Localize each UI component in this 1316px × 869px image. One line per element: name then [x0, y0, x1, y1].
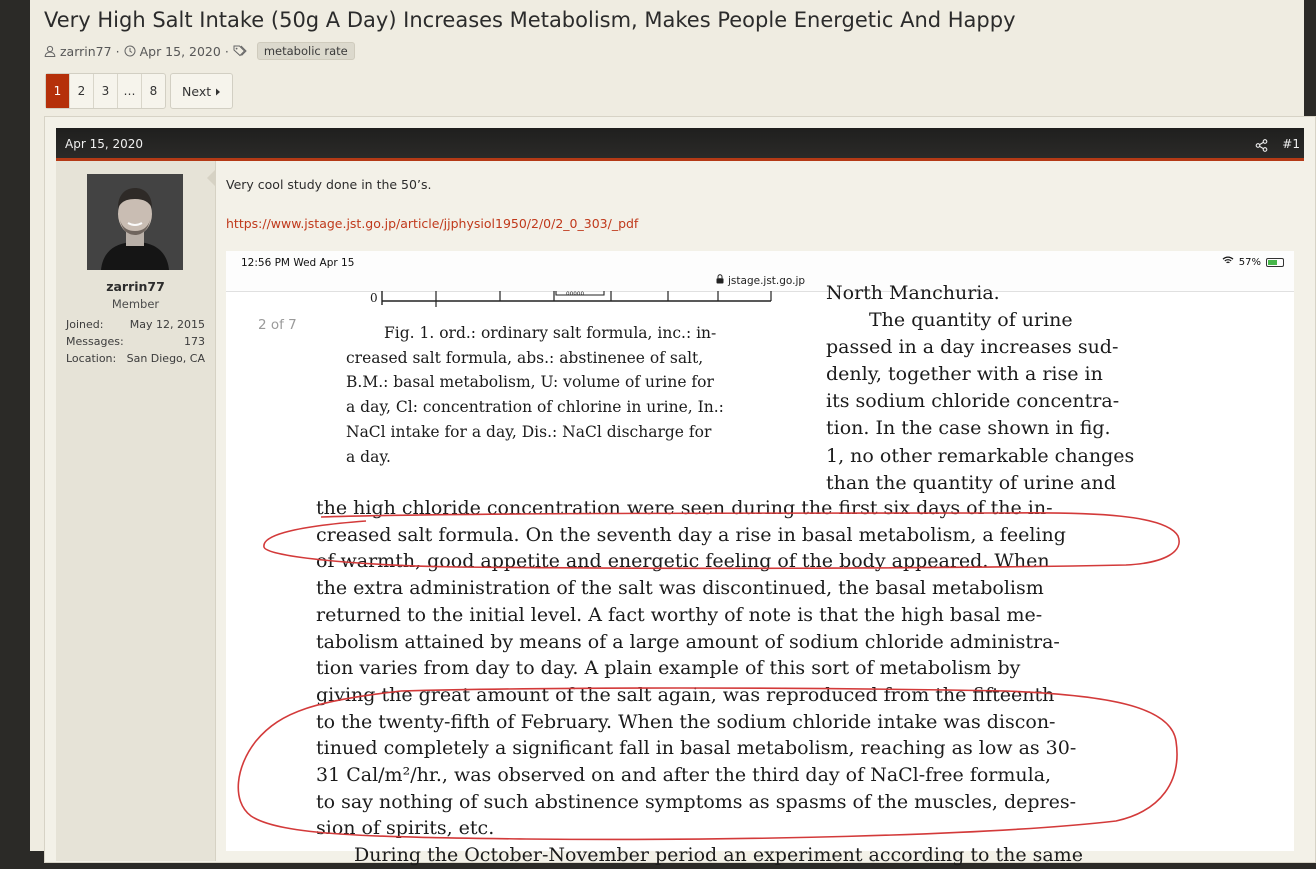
axis-zero-label: 0 [370, 291, 378, 305]
next-page-button[interactable] [170, 73, 233, 109]
post-date[interactable]: Apr 15, 2020 [65, 137, 144, 151]
post-text: Very cool study done in the 50’s. [226, 177, 432, 192]
attached-screenshot[interactable] [226, 251, 1294, 867]
caption-line: Fig. 1. ord.: ordinary salt formula, inc.: in- [384, 324, 717, 342]
meta-separator: · [224, 43, 229, 59]
user-panel [56, 161, 216, 861]
caption-line: a day. [346, 447, 391, 466]
stat-label: Joined: [66, 318, 104, 331]
page-2-button[interactable]: 2 [70, 74, 94, 108]
post-number[interactable]: #1 [1282, 137, 1300, 151]
stat-value[interactable]: 173 [184, 335, 205, 348]
caret-right-icon [215, 84, 221, 99]
share-icon[interactable] [1255, 137, 1268, 156]
tags-icon [233, 45, 249, 57]
username[interactable]: zarrin77 [106, 279, 165, 294]
next-page-label: Next [182, 83, 212, 99]
post-link[interactable]: https://www.jstage.jst.go.jp/article/jjphysiol1950/2/0/2_0_303/_pdf [226, 216, 639, 231]
text-line: North Manchuria. [826, 282, 1000, 304]
thread-meta [44, 42, 355, 60]
text-line: 31 Cal/m²/hr., was observed on and after the third day of NaCl-free formula, [316, 764, 1052, 787]
text-line: the extra administration of the salt was discontinued, the basal metabolism [316, 577, 1044, 600]
text-line: During the October-November period an experiment according to the same [354, 844, 1083, 867]
stat-messages [66, 335, 205, 348]
text-line: 1, no other remarkable changes [826, 444, 1135, 467]
text-line: than the quantity of urine and [826, 471, 1116, 494]
text-line: passed in a day increases sud- [826, 336, 1119, 359]
text-line: sion of spirits, etc. [316, 817, 495, 840]
stat-label: Location: [66, 352, 117, 365]
post-arrow [207, 169, 216, 187]
text-line: denly, together with a rise in [826, 363, 1103, 386]
page-numbers [45, 73, 166, 109]
page-8-button[interactable]: 8 [149, 84, 158, 98]
annotation-overlay [226, 251, 1294, 851]
meta-separator: · [115, 43, 120, 59]
text-line: tion. In the case shown in fig. [826, 417, 1111, 440]
text-line: The quantity of urine [869, 309, 1073, 332]
thread-author-link[interactable]: zarrin77 [60, 43, 112, 59]
caption-line: creased salt formula, abs.: abstinenee of salt, [346, 348, 704, 367]
avatar[interactable] [87, 174, 183, 270]
domain-text: jstage.jst.go.jp [728, 274, 806, 287]
stat-joined [66, 318, 205, 331]
text-line: returned to the initial level. A fact worthy of note is that the high basal me- [316, 603, 1043, 626]
text-line: tion varies from day to day. A plain example of this sort of metabolism by [316, 657, 1021, 680]
text-line: to say nothing of such abstinence symptoms as spasms of the muscles, depres- [316, 790, 1077, 813]
svg-text:ooooo: ooooo [566, 290, 585, 297]
stat-location [66, 352, 205, 365]
thread-title: Very High Salt Intake (50g A Day) Increases Metabolism, Makes People Energetic And Happy [44, 8, 1016, 32]
caption-line: B.M.: basal metabolism, U: volume of urine for [346, 373, 714, 392]
annotation-circle-upper [264, 513, 1179, 568]
page-jump-button[interactable]: … [118, 74, 142, 108]
text-line: the high chloride concentration were seen during the first six days of the in- [316, 497, 1053, 519]
stat-value: May 12, 2015 [129, 318, 205, 331]
post-header [56, 128, 1304, 161]
text-line: its sodium chloride concentra- [826, 390, 1120, 413]
text-line: creased salt formula. On the seventh day a rise in basal metabolism, a feeling [316, 523, 1066, 546]
user-icon [44, 45, 56, 57]
page-indicator: 2 of 7 [258, 317, 297, 333]
page-1-button[interactable]: 1 [46, 74, 70, 108]
caption-line: a day, Cl: concentration of chlorine in urine, In.: [346, 398, 724, 417]
pagination [45, 73, 233, 109]
page-3-button[interactable]: 3 [94, 74, 118, 108]
ipad-time: 12:56 PM Wed Apr 15 [241, 257, 355, 269]
clock-icon [124, 45, 136, 57]
stat-label: Messages: [66, 335, 124, 348]
stat-value[interactable]: San Diego, CA [126, 352, 205, 365]
text-line: giving the great amount of the salt again, was reproduced from the fifteenth [316, 683, 1055, 706]
tag-metabolic-rate[interactable]: metabolic rate [257, 42, 355, 60]
caption-line: NaCl intake for a day, Dis.: NaCl discharge for [346, 422, 712, 441]
thread-date-link[interactable]: Apr 15, 2020 [139, 43, 221, 59]
user-title: Member [111, 297, 160, 311]
text-line: tinued completely a significant fall in basal metabolism, reaching as low as 30- [316, 737, 1077, 760]
annotation-circle-lower [238, 688, 1177, 839]
text-line: tabolism attained by means of a large amount of sodium chloride administra- [316, 630, 1060, 653]
battery-percent: 57% [1238, 256, 1261, 268]
text-line: to the twenty-fifth of February. When the sodium chloride intake was discon- [316, 710, 1056, 733]
text-line: of warmth, good appetite and energetic feeling of the body appeared. When [316, 550, 1050, 573]
